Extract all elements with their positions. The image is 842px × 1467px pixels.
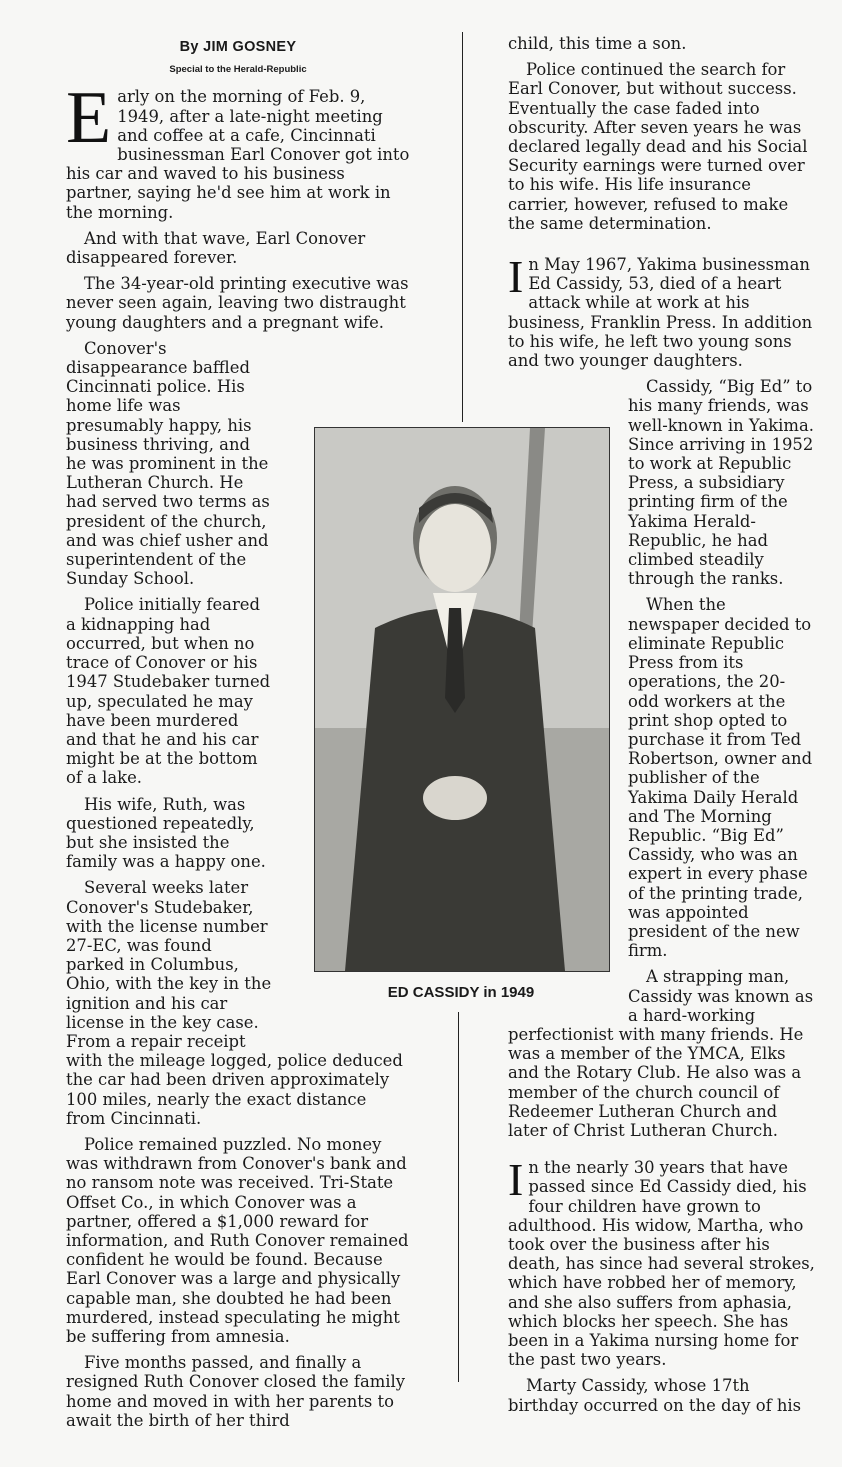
drop-cap: I: [508, 1154, 524, 1206]
byline-credit: Special to the Herald-Republic: [169, 64, 307, 76]
column-rule-bottom: [458, 1012, 459, 1382]
article-lead: [66, 77, 410, 222]
lead-paragraph-text: arly on the morning of Feb. 9, 1949, after a late-night meeting and coffee at a cafe, Cincinnati businessman Earl Conover got into his car and waved to his business partner, saying he'd see him at work in the morning.: [66, 87, 410, 222]
right-wrap-region: [508, 377, 816, 1140]
right-column: [508, 34, 816, 1422]
paragraph: Five months passed, and finally a resigned Ruth Conover closed the family home and moved in with her parents to await the birth of her third: [66, 1353, 406, 1430]
paragraph: His wife, Ruth, was questioned repeatedly, but she insisted the family was a happy one.: [66, 794, 266, 872]
paragraph: The 34-year-old printing executive was never seen again, leaving two distraught young daughters and a pregnant wife.: [66, 274, 409, 332]
paragraph: Cassidy, “Big Ed” to his many friends, was well-known in Yakima. Since arriving in 1952 to work at Republic Press, a subsidiary printing firm of the Yakima Herald-Republic, he had climbed steadily through the ranks.: [628, 377, 814, 589]
column-rule-top: [462, 32, 463, 422]
paragraph: And with that wave, Earl Conover disappeared forever.: [66, 228, 366, 268]
byline-author: By JIM GOSNEY: [179, 39, 297, 55]
drop-cap: E: [66, 77, 112, 160]
paragraph-text: n May 1967, Yakima businessman Ed Cassidy, 53, died of a heart attack while at work at his business, Franklin Press. In addition to his wife, he left two young sons and two younger daughters.: [508, 255, 813, 371]
drop-cap: I: [508, 251, 524, 303]
paragraph: When the newspaper decided to eliminate Republic Press from its operations, the 20-odd workers at the print shop opted to purchase it from Ted Robertson, owner and publisher of the Yakima Daily Herald and The Morning Republic. “Big Ed” Cassidy, who was an expert in every phase of the printing trade, was appointed president of the new firm.: [628, 595, 813, 961]
paragraph: Police continued the search for Earl Conover, but without success. Eventually the case faded into obscurity. After seven years he was declared legally dead and his Social Security earnings were turned over to his wife. His life insurance carrier, however, refused to make the same determination.: [508, 60, 808, 233]
paragraph-section-2: [508, 251, 816, 371]
paragraph-text: n the nearly 30 years that have passed since Ed Cassidy died, his four children have grown to adulthood. His widow, Martha, who took over the business after his death, has since had several strokes, which have robbed her of memory, and she also suffers from aphasia, which blocks her speech. She has been in a Yakima nursing home for the past two years.: [508, 1158, 815, 1370]
paragraph: A strapping man, Cassidy was known as a hard-working perfectionist with many friends. He was a member of the YMCA, Elks and the Rotary Club. He also was a member of the church council of Redeemer Lutheran Church and later of Christ Lutheran Church.: [508, 967, 814, 1140]
paragraph: Marty Cassidy, whose 17th birthday occurred on the day of his: [508, 1376, 802, 1415]
photo-wrap-spacer: [508, 415, 628, 1015]
paragraph-section-3: [508, 1154, 816, 1370]
byline: [66, 38, 410, 79]
paragraph: child, this time a son.: [508, 34, 687, 53]
photo-caption: ED CASSIDY in 1949: [387, 984, 535, 1001]
paragraph: Conover's disappearance baffled Cincinnati police. His home life was presumably happy, his business thriving, and he was prominent in the Lutheran Church. He had served two terms as president of the church, and was chief usher and superintendent of the Sunday School.: [66, 338, 270, 589]
paragraph: Police initially feared a kidnapping had occurred, but when no trace of Conover or his 1947 Studebaker turned up, speculated he may have been murdered and that he and his car might be at the bottom of a lake.: [66, 595, 271, 788]
paragraph: Police remained puzzled. No money was withdrawn from Conover's bank and no ransom note was received. Tri-State Offset Co., in which Conover was a partner, offered a $1,000 reward for information, and Ruth Conover remained confident he would be found. Because Earl Conover was a large and physically capable man, she doubted he had been murdered, instead speculating he might be suffering from amnesia.: [66, 1134, 409, 1346]
paragraph: Several weeks later Conover's Studebaker, with the license number 27-EC, was found parked in Columbus, Ohio, with the key in the ignition and his car license in the key case. From a repair receipt with the mileage logged, police deduced the car had been driven approximately 100 miles, nearly the exact distance from Cincinnati.: [66, 878, 403, 1128]
